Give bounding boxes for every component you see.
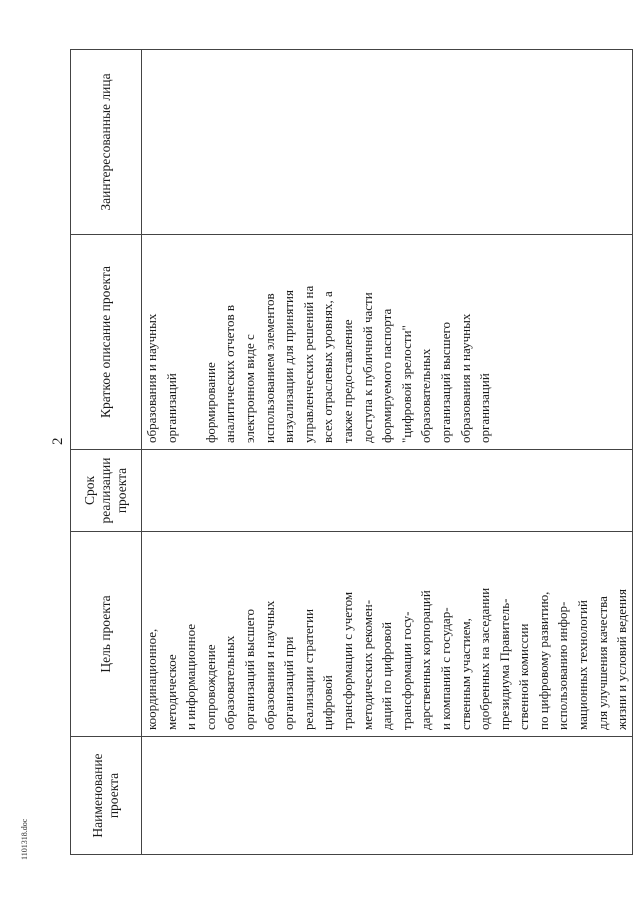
header-stakeholders: Заинтересованные лица <box>71 50 142 235</box>
goal-line: методическое <box>163 654 179 730</box>
description-line: также предоставление <box>339 319 355 443</box>
goal-line: по цифровому развитию, <box>535 591 551 730</box>
description-line: управленческих решений на <box>300 285 316 443</box>
cell-project-description <box>142 235 633 450</box>
goal-line: образования и научных <box>261 600 277 730</box>
goal-line: и информационное <box>183 623 199 730</box>
goal-line: образовательных <box>222 635 238 730</box>
header-project-goal: Цель проекта <box>71 532 142 737</box>
goal-line: президиума Правитель- <box>496 598 512 730</box>
description-line: образования и научных <box>144 313 159 443</box>
goal-line: использованию инфор- <box>555 601 571 730</box>
description-line: организаций <box>163 373 179 443</box>
description-line: организаций высшего <box>437 322 453 443</box>
goal-line: координационное, <box>144 628 159 730</box>
description-line: образовательных <box>418 348 434 443</box>
goal-line: мационных технологий <box>575 599 591 730</box>
page-number: 2 <box>50 437 66 445</box>
goal-line: сопровождение <box>202 644 218 730</box>
goal-lines <box>142 538 632 730</box>
cell-project-term <box>142 450 633 532</box>
goal-line: и компаний с государ- <box>437 607 453 730</box>
goal-line: методических рекомен- <box>359 599 375 730</box>
description-line: организаций <box>477 373 493 443</box>
footer-filename: 1101318.doc <box>20 818 29 860</box>
cell-stakeholders <box>142 50 633 235</box>
description-line: доступа к публичной части <box>359 292 375 443</box>
project-table <box>70 49 633 855</box>
goal-line: даций по цифровой <box>379 621 395 730</box>
description-line: образования и научных <box>457 313 473 443</box>
cell-project-name <box>142 737 633 855</box>
header-project-description: Краткое описание проекта <box>71 235 142 450</box>
goal-line: трансформации с учетом <box>339 591 355 730</box>
goal-line: ственным участием, <box>457 618 473 730</box>
description-line: аналитических отчетов в <box>222 305 238 443</box>
description-spacer <box>181 241 201 443</box>
table-row <box>142 50 633 855</box>
description-line: всех отраслевых уровнях, а <box>320 291 336 443</box>
goal-line: реализации стратегии <box>300 608 316 730</box>
goal-line: ственной комиссии <box>516 623 532 730</box>
description-line: электронном виде с <box>241 334 257 443</box>
description-line: "цифровой зрелости" <box>398 325 414 443</box>
goal-line: для улучшения качества <box>594 596 610 730</box>
goal-line: одобренных на заседании <box>477 587 493 730</box>
description-line: использованием элементов <box>261 293 277 443</box>
description-lines <box>142 241 495 443</box>
rotated-table-container <box>70 50 630 855</box>
header-project-term: Срок реализации проекта <box>71 450 142 532</box>
header-project-name: Наименование проекта <box>71 737 142 855</box>
description-line: формируемого паспорта <box>379 308 395 443</box>
goal-line: цифровой <box>320 675 336 730</box>
goal-line: организаций при <box>281 636 297 730</box>
goal-line: организаций высшего <box>241 609 257 730</box>
goal-line: дарственных корпораций <box>418 590 434 730</box>
goal-line: жизни и условий ведения <box>614 589 630 730</box>
goal-line: трансформации госу- <box>398 611 414 730</box>
description-line: формирование <box>202 362 218 443</box>
table-header-row <box>71 50 142 855</box>
cell-project-goal <box>142 532 633 737</box>
description-line: визуализации для принятия <box>281 290 297 443</box>
